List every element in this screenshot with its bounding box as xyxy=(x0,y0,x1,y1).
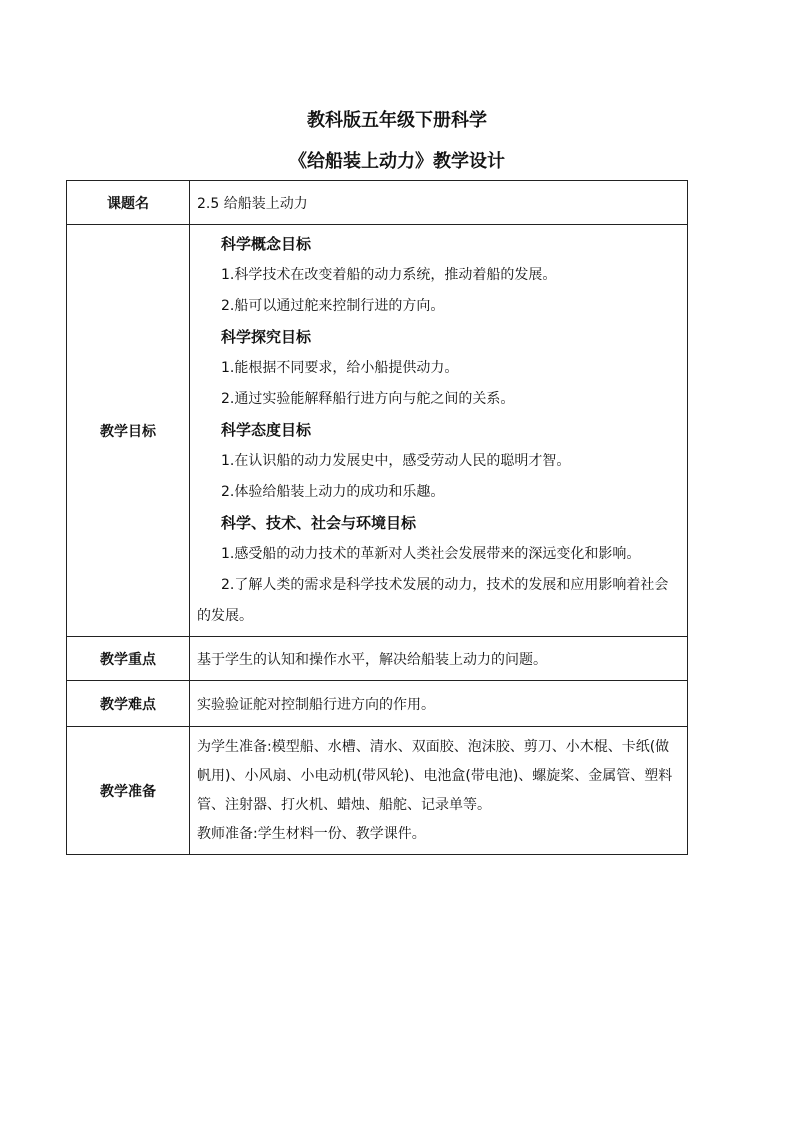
objective-heading: 科学探究目标 xyxy=(221,328,312,346)
student-preparation: 为学生准备:模型船、水槽、清水、双面胶、泡沫胶、剪刀、小木棍、卡纸(做帆用)、小风扇、小电动机(带风轮)、电池盒(带电池)、螺旋桨、金属管、塑料管、注射器、打火机、蜡烛、船舵、记录单等。 xyxy=(197,738,673,813)
document-title: 教科版五年级下册科学 xyxy=(307,110,487,131)
objective-item: 1.能根据不同要求，给小船提供动力。 xyxy=(221,360,459,376)
table-row-topic xyxy=(67,181,688,225)
table-row-preparation xyxy=(67,727,688,855)
table-row-key-points xyxy=(67,637,688,681)
objectives-content xyxy=(190,225,688,637)
preparation-label: 教学准备 xyxy=(67,727,190,855)
table-row-objectives xyxy=(67,225,688,637)
key-points-value: 基于学生的认知和操作水平，解决给船装上动力的问题。 xyxy=(190,637,688,681)
objective-item: 2.了解人类的需求是科学技术发展的动力，技术的发展和应用影响着社会的发展。 xyxy=(197,577,669,624)
topic-label: 课题名 xyxy=(67,181,190,225)
difficulties-value: 实验验证舵对控制船行进方向的作用。 xyxy=(190,681,688,727)
difficulties-label: 教学难点 xyxy=(67,681,190,727)
objective-heading: 科学态度目标 xyxy=(221,421,312,439)
teacher-preparation: 教师准备:学生材料一份、教学课件。 xyxy=(197,825,426,842)
key-points-label: 教学重点 xyxy=(67,637,190,681)
objective-heading: 科学概念目标 xyxy=(221,235,312,253)
document-subtitle: 《给船装上动力》教学设计 xyxy=(289,151,505,172)
objective-item: 1.在认识船的动力发展史中，感受劳动人民的聪明才智。 xyxy=(221,453,571,469)
topic-value: 2.5 给船装上动力 xyxy=(190,181,688,225)
table-row-difficulties xyxy=(67,681,688,727)
objectives-label: 教学目标 xyxy=(67,225,190,637)
objective-item: 1.感受船的动力技术的革新对人类社会发展带来的深远变化和影响。 xyxy=(221,546,641,562)
objective-item: 2.体验给船装上动力的成功和乐趣。 xyxy=(221,484,445,500)
lesson-plan-table xyxy=(66,180,688,855)
objective-item: 1.科学技术在改变着船的动力系统，推动着船的发展。 xyxy=(221,267,557,283)
objective-item: 2.船可以通过舵来控制行进的方向。 xyxy=(221,298,445,314)
objective-heading: 科学、技术、社会与环境目标 xyxy=(221,514,417,532)
preparation-content xyxy=(190,727,688,855)
objective-item: 2.通过实验能解释船行进方向与舵之间的关系。 xyxy=(221,391,515,407)
